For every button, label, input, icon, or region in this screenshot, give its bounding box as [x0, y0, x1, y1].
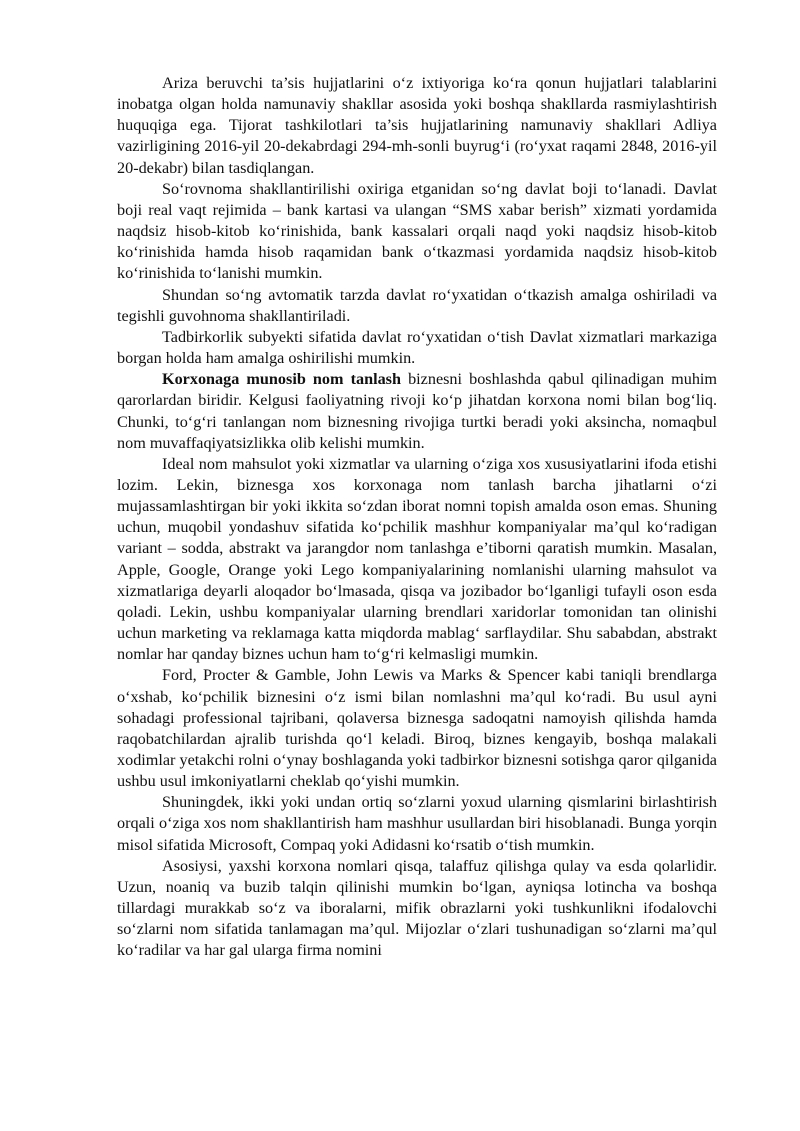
paragraph-9	[117, 856, 717, 962]
paragraph-5	[117, 369, 717, 454]
paragraph-text: Asosiysi, yaxshi korxona nomlari qisqa, talaffuz qilishga qulay va esda qolarlidir. Uzun, noaniq va buzib talqin qilinishi mumkin bo‘lgan, ayniqsa lotincha va boshqa tillardagi murakkab so‘z va iboralarni, mifik obrazlarni yoki tushkunlikni ifodalovchi so‘zlarni nom sifatida tanlamagan ma’qul. Mijozlar o‘zlari tushunadigan so‘zlarni ma’qul ko‘radilar va har gal ularga firma nomini	[117, 856, 717, 960]
paragraph-text: Tadbirkorlik subyekti sifatida davlat ro‘yxatidan o‘tish Davlat xizmatlari markaziga borgan holda ham amalga oshirilishi mumkin.	[117, 327, 717, 368]
paragraph-text: So‘rovnoma shakllantirilishi oxiriga etganidan so‘ng davlat boji to‘lanadi. Davlat boji real vaqt rejimida – bank kartasi va ulangan “SMS xabar berish” xizmati yordamida naqdsiz hisob-kitob ko‘rinishida, bank kassalari orqali naqd yoki naqdsiz hisob-kitob ko‘rinishida hamda hisob raqamidan bank o‘tkazmasi yordamida naqdsiz hisob-kitob ko‘rinishida to‘lanishi mumkin.	[117, 179, 717, 283]
paragraph-text: Ford, Procter & Gamble, John Lewis va Marks & Spencer kabi taniqli brendlarga o‘xshab, ko‘pchilik biznesini o‘z ismi bilan nomlashni ma’qul ko‘radi. Bu usul ayni sohadagi professional tajribani, qolaversa biznesga sadoqatni namoyish qilishda hamda raqobatchilardan ajralib turishda qo‘l keladi. Biroq, biznes kengayib, boshqa malakali xodimlar yetakchi rolni o‘ynay boshlaganda yoki tadbirkor biznesni sotishga qaror qilganida ushbu usul imkoniyatlarni cheklab qo‘yishi mumkin.	[117, 666, 717, 791]
paragraph-1	[117, 73, 717, 179]
paragraph-text: Ideal nom mahsulot yoki xizmatlar va ularning o‘ziga xos xususiyatlarini ifoda etishi lozim. Lekin, biznesga xos korxonaga nom tanlash barcha jihatlarni o‘zi mujassamlashtirgan bir yoki ikkita so‘zdan iborat nomni topish amalda oson emas. Shuning uchun, muqobil yondashuv sifatida ko‘pchilik mashhur kompaniyalar ma’qul ko‘radigan variant – sodda, abstrakt va jarangdor nom tanlashga e’tiborni qaratish mumkin. Masalan, Apple, Google, Orange yoki Lego kompaniyalarining nomlanishi ularning mahsulot va xizmatlariga deyarli aloqador bo‘lmasada, qisqa va jozibador bo‘lganligi tufayli oson esda qoladi. Lekin, ushbu kompaniyalar ularning brendlari xaridorlar tomonidan tan olinishi uchun marketing va reklamaga katta miqdorda mablag‘ sarflaydilar. Shu sababdan, abstrakt nomlar har qanday biznes uchun ham to‘g‘ri kelmasligi mumkin.	[117, 454, 717, 664]
paragraph-text: biznesni boshlashda qabul qilinadigan muhim qarorlardan biridir. Kelgusi faoliyatning rivoji ko‘p jihatdan korxona nomi bilan bog‘liq. Chunki, to‘g‘ri tanlangan nom biznesning rivojiga turtki beradi yoki aksincha, nomaqbul nom muvaffaqiyatsizlikka olib kelishi mumkin.	[117, 370, 718, 452]
paragraph-2	[117, 179, 717, 285]
paragraph-4	[117, 327, 717, 369]
paragraph-text: Ariza beruvchi ta’sis hujjatlarini o‘z ixtiyoriga ko‘ra qonun hujjatlari talablarini inobatga olgan holda namunaviy shakllar asosida yoki boshqa shakllarda rasmiylashtirish huquqiga ega. Tijorat tashkilotlari ta’sis hujjatlarining namunaviy shakllari Adliya vazirligining 2016-yil 20-dekabrdagi 294-mh-sonli buyrug‘i (ro‘yxat raqami 2848, 2016-yil 20-dekabr) bilan tasdiqlangan.	[117, 74, 717, 177]
paragraph-6	[117, 454, 717, 666]
bold-term: Korxonaga munosib nom tanlash	[162, 370, 401, 389]
paragraph-7	[117, 665, 717, 792]
paragraph-3	[117, 285, 717, 327]
paragraph-8	[117, 792, 717, 855]
paragraph-text: Shundan so‘ng avtomatik tarzda davlat ro‘yxatidan o‘tkazish amalga oshiriladi va tegishli guvohnoma shakllantiriladi.	[117, 285, 717, 325]
paragraph-text: Shuningdek, ikki yoki undan ortiq so‘zlarni yoxud ularning qismlarini birlashtirish orqali o‘ziga xos nom shakllantirish ham mashhur usullardan biri hisoblanadi. Bunga yorqin misol sifatida Microsoft, Compaq yoki Adidasni ko‘rsatib o‘tish mumkin.	[117, 793, 717, 854]
